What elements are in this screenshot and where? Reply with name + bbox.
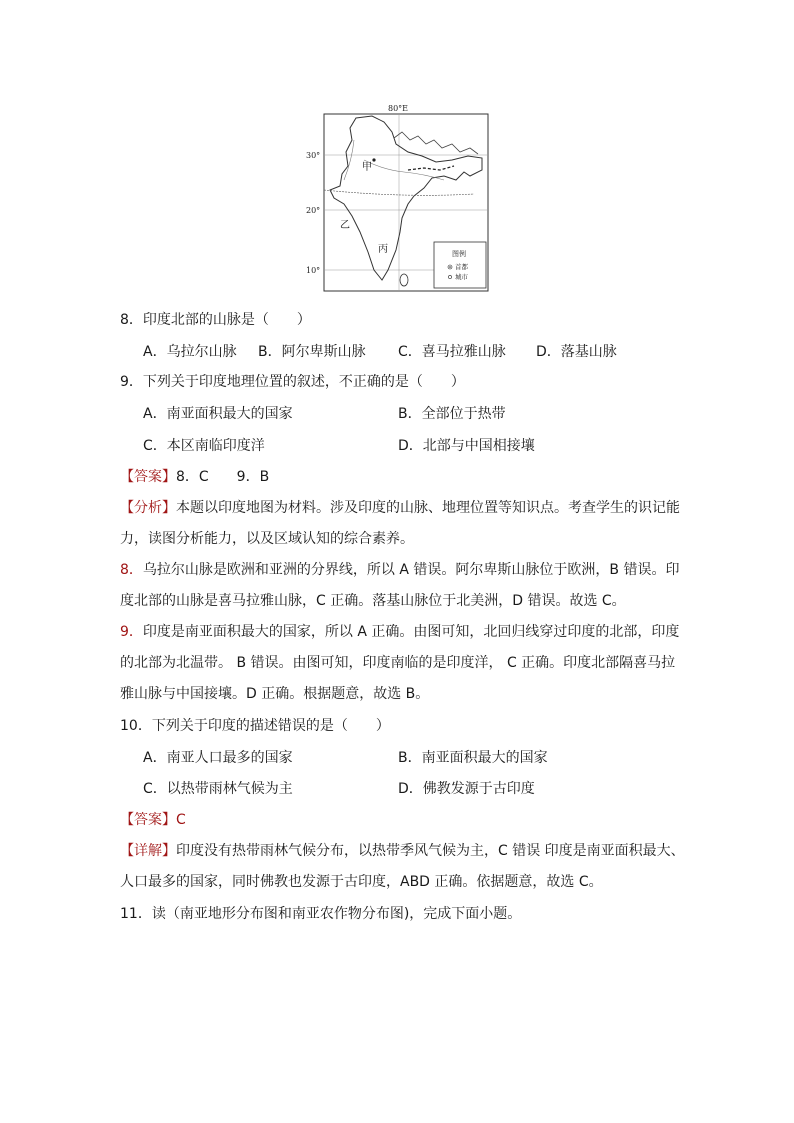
marker-bing: 丙 (378, 244, 388, 255)
q8-option-c: C．喜马拉雅山脉 (398, 344, 506, 360)
q11-stem: 11．读（南亚地形分布图和南亚农作物分布图)，完成下面小题。 (120, 906, 522, 922)
detail-tag: 【详解】 (120, 843, 176, 859)
answer-8-9 (120, 467, 269, 487)
q9-option-d: D．北部与中国相接壤 (398, 438, 535, 454)
q8-option-b: B．阿尔卑斯山脉 (258, 344, 366, 360)
exp9-line-1: 9．印度是南亚面积最大的国家，所以 A 正确。由图可知，北回归线穿过印度的北部，印度 (120, 624, 680, 640)
exp9-line-2: 的北部为北温带。 B 错误。由图可知，印度南临的是印度洋， C 正确。印度北部隔喜马拉 (120, 655, 676, 671)
q9-option-b: B．全部位于热带 (398, 406, 506, 422)
answer-tag-2: 【答案】 (120, 812, 176, 828)
q10-option-c: C．以热带雨林气候为主 (143, 781, 293, 797)
analysis-line-2: 力，读图分析能力，以及区域认知的综合素养。 (120, 531, 414, 547)
capital-dot (372, 158, 375, 161)
q8-option-a: A．乌拉尔山脉 (143, 344, 237, 360)
detail-line-1: 【详解】印度没有热带雨林气候分布，以热带季风气候为主，C 错误 印度是南亚面积最大、 (120, 843, 685, 859)
legend-capital: 首都 (455, 263, 468, 271)
answer-text: 8．C 9．B (176, 469, 270, 485)
legend-title: 图例 (452, 250, 466, 258)
q8-option-d: D．落基山脉 (536, 344, 617, 360)
exp9-num: 9． (120, 624, 143, 640)
map-lat-30: 30° (306, 151, 321, 160)
q10-option-b: B．南亚面积最大的国家 (398, 750, 548, 766)
exp8-line-2: 度北部的山脉是喜马拉雅山脉，C 正确。落基山脉位于北美洲，D 错误。故选 C。 (120, 593, 626, 609)
answer-text-2: C (176, 812, 186, 828)
answer-tag: 【答案】 (120, 469, 176, 485)
marker-yi: 乙 (340, 220, 350, 231)
analysis-line-1: 【分析】本题以印度地图为材料。涉及印度的山脉、地理位置等知识点。考查学生的识记能 (120, 500, 680, 516)
detail-line-2: 人口最多的国家，同时佛教也发源于古印度，ABD 正确。依据题意，故选 C。 (120, 874, 603, 890)
analysis-tag: 【分析】 (120, 500, 176, 516)
map-lat-10: 10° (306, 266, 321, 275)
q8-stem: 8．印度北部的山脉是（ ） (120, 312, 311, 328)
map-lon-label: 80°E (388, 104, 409, 113)
india-map-figure (304, 100, 490, 293)
exp8-line-1: 8．乌拉尔山脉是欧洲和亚洲的分界线，所以 A 错误。阿尔卑斯山脉位于欧洲，B 错误。印 (120, 562, 680, 578)
marker-jia: 甲 (362, 162, 372, 173)
map-lat-20: 20° (306, 206, 321, 215)
q10-stem: 10．下列关于印度的描述错误的是（ ） (120, 718, 390, 734)
answer-10 (120, 810, 186, 830)
q10-option-d: D．佛教发源于古印度 (398, 781, 535, 797)
legend-city: 城市 (455, 273, 468, 281)
q10-option-a: A．南亚人口最多的国家 (143, 750, 293, 766)
q9-option-c: C．本区南临印度洋 (143, 438, 265, 454)
q9-stem: 9．下列关于印度地理位置的叙述，不正确的是（ ） (120, 374, 465, 390)
q9-option-a: A．南亚面积最大的国家 (143, 406, 293, 422)
exp9-line-3: 雅山脉与中国接壤。D 正确。根据题意，故选 B。 (120, 686, 430, 702)
exp8-num: 8． (120, 562, 143, 578)
